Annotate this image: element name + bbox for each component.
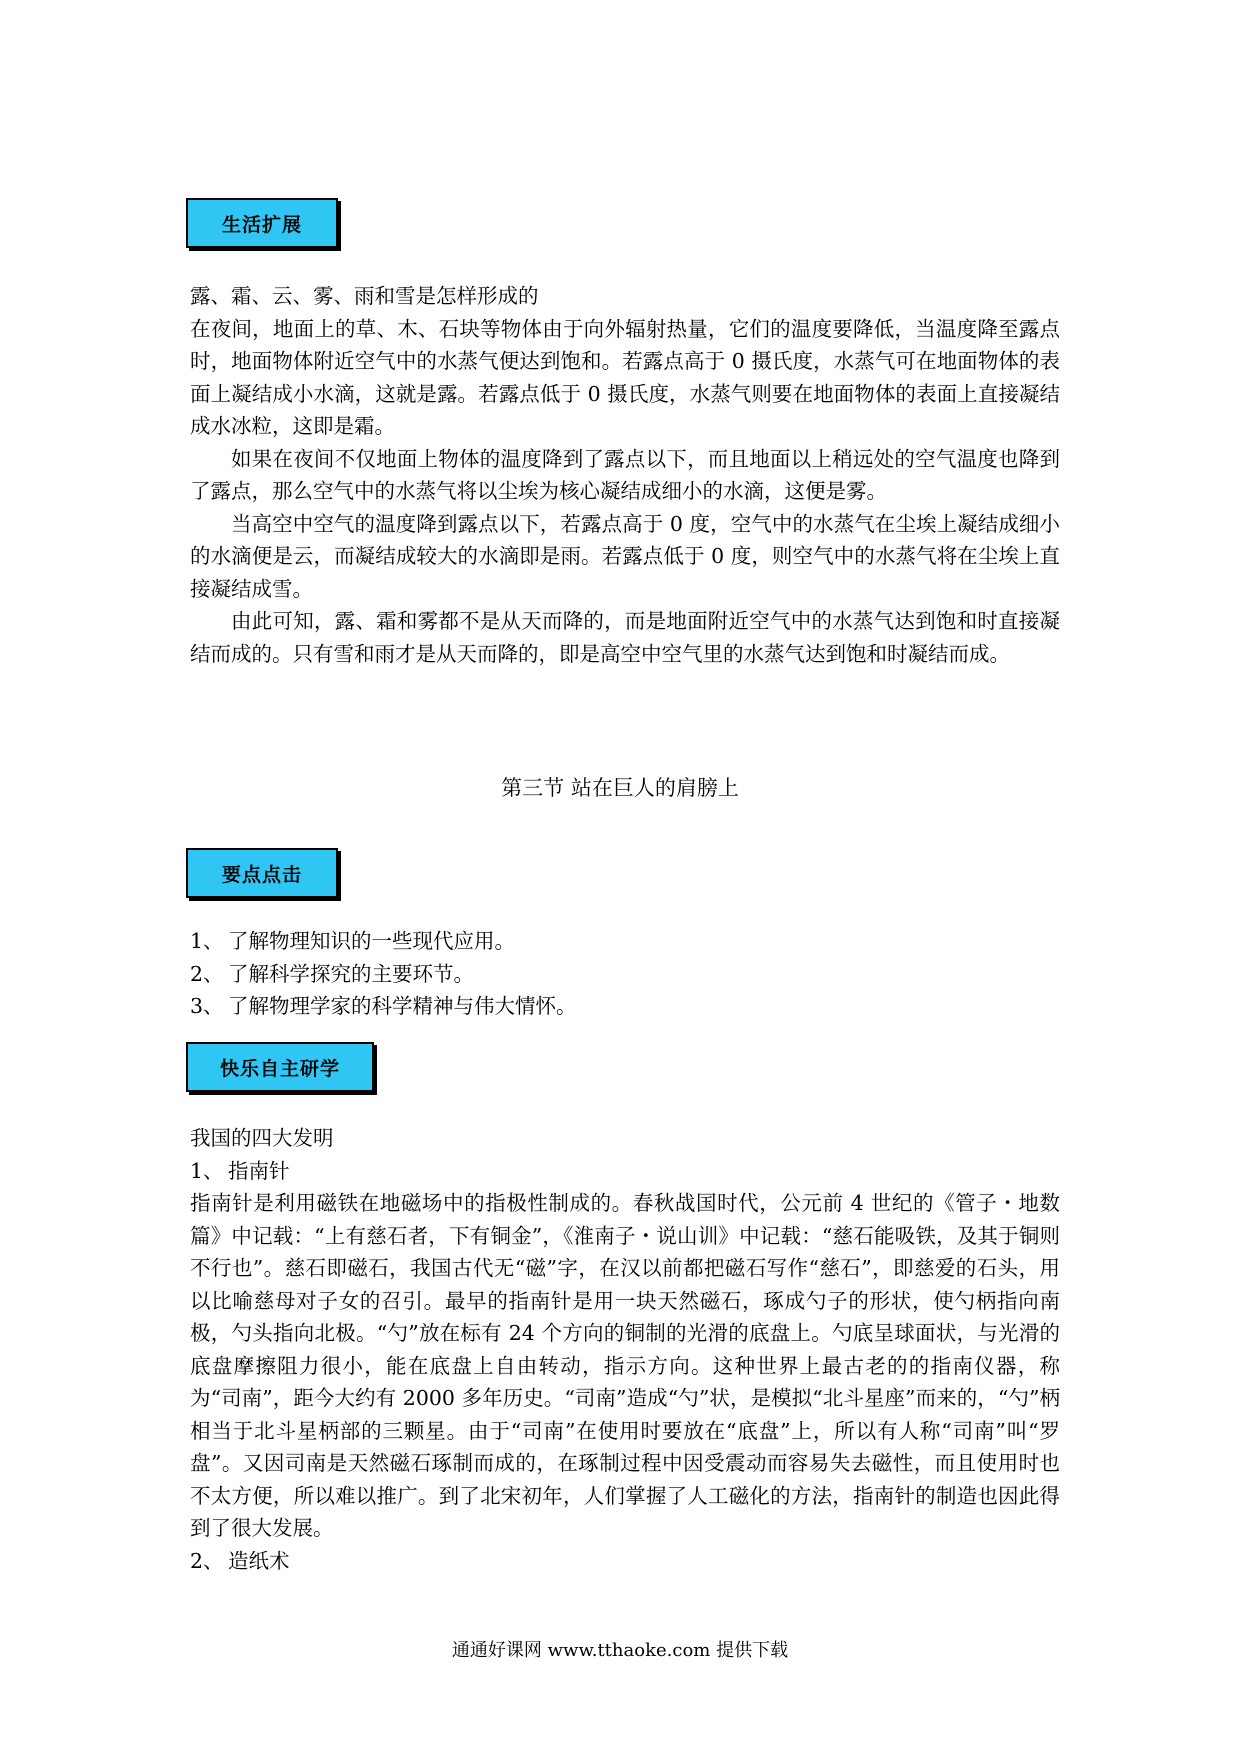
list-item-number: 1、 bbox=[190, 929, 224, 953]
study-item-2-number: 2、 bbox=[190, 1548, 224, 1573]
list-item-text: 了解物理知识的一些现代应用。 bbox=[228, 929, 515, 953]
page-footer: 通通好课网 www.tthaoke.com 提供下载 bbox=[451, 1640, 789, 1661]
life-paragraph-2: 如果在夜间不仅地面上物体的温度降到了露点以下，而且地面以上稍远处的空气温度也降到了露点，那么空气中的水蒸气将以尘埃为核心凝结成细小的水滴，这便是雾。 bbox=[190, 446, 1060, 503]
list-item bbox=[190, 990, 1060, 1023]
life-heading: 露、霜、云、雾、雨和雪是怎样形成的 bbox=[190, 284, 539, 308]
study-item-1-text: 指南针是利用磁铁在地磁场中的指极性制成的。春秋战国时代，公元前 4 世纪的《管子・地数篇》中记载：“上有慈石者，下有铜金”，《淮南子・说山训》中记载：“慈石能吸铁，及其于铜则不行也”。慈石即磁石，我国古代无“磁”字，在汉以前都把磁石写作“慈石”，即慈爱的石头，用以比喻慈母对子女的召引。最早的指南针是用一块天然磁石，琢成勺子的形状，使勺柄指向南极，勺头指向北极。“勺”放在标有 24 个方向的铜制的光滑的底盘上。勺底呈球面状，与光滑的底盘摩擦阻力很小，能在底盘上自由转动，指示方向。这种世界上最古老的的指南仪器，称为“司南”，距今大约有 2000 多年历史。“司南”造成“勺”状，是模拟“北斗星座”而来的，“勺”柄相当于北斗星柄部的三颗星。由于“司南”在使用时要放在“底盘”上，所以有人称“司南”叫“罗盘”。又因司南是天然磁石琢制而成的，在琢制过程中因受震动而容易失去磁性，而且使用时也不太方便，所以难以推广。到了北宋初年，人们掌握了人工磁化的方法，指南针的制造也因此得到了很大发展。 bbox=[190, 1191, 1060, 1540]
list-item-number: 2、 bbox=[190, 961, 224, 986]
key-points-list bbox=[190, 925, 1060, 1023]
self-study-box bbox=[186, 1042, 374, 1092]
study-item-2-title: 造纸术 bbox=[228, 1548, 290, 1573]
life-paragraph-1: 在夜间，地面上的草、木、石块等物体由于向外辐射热量，它们的温度要降低，当温度降至露点时，地面物体附近空气中的水蒸气便达到饱和。若露点高于 0 摄氏度，水蒸气可在地面物体的表面上凝结成小水滴，这就是露。若露点低于 0 摄氏度，水蒸气则要在地面物体的表面上直接凝结成水冰粒，这即是霜。 bbox=[190, 316, 1060, 438]
study-item-2-title-row bbox=[190, 1545, 1060, 1578]
life-paragraph-4: 由此可知，露、霜和雾都不是从天而降的，而是地面附近空气中的水蒸气达到饱和时直接凝结而成的。只有雪和雨才是从天而降的，即是高空中空气里的水蒸气达到饱和时凝结而成。 bbox=[190, 609, 1060, 666]
self-study-label: 快乐自主研学 bbox=[219, 1057, 340, 1080]
study-item-1-title: 指南针 bbox=[228, 1158, 290, 1183]
list-item-text: 了解物理学家的科学精神与伟大情怀。 bbox=[228, 994, 577, 1018]
section-title: 第三节 站在巨人的肩膀上 bbox=[501, 776, 739, 800]
life-paragraph-3: 当高空中空气的温度降到露点以下，若露点高于 0 度，空气中的水蒸气在尘埃上凝结成细小的水滴便是云，而凝结成较大的水滴即是雨。若露点低于 0 度，则空气中的水蒸气将在尘埃上直接凝结成雪。 bbox=[190, 511, 1060, 601]
study-section bbox=[190, 1122, 1060, 1577]
life-extension-label: 生活扩展 bbox=[221, 213, 302, 236]
study-heading: 我国的四大发明 bbox=[190, 1126, 334, 1150]
study-item-1-title-row bbox=[190, 1155, 1060, 1188]
life-section bbox=[190, 280, 1060, 670]
study-item-1-number: 1、 bbox=[190, 1158, 224, 1183]
list-item-number: 3、 bbox=[190, 994, 224, 1018]
list-item-text: 了解科学探究的主要环节。 bbox=[228, 961, 474, 986]
life-extension-box bbox=[186, 198, 338, 248]
list-item bbox=[190, 925, 1060, 958]
key-points-label: 要点点击 bbox=[221, 863, 302, 886]
list-item bbox=[190, 958, 1060, 991]
key-points-box bbox=[186, 848, 338, 898]
